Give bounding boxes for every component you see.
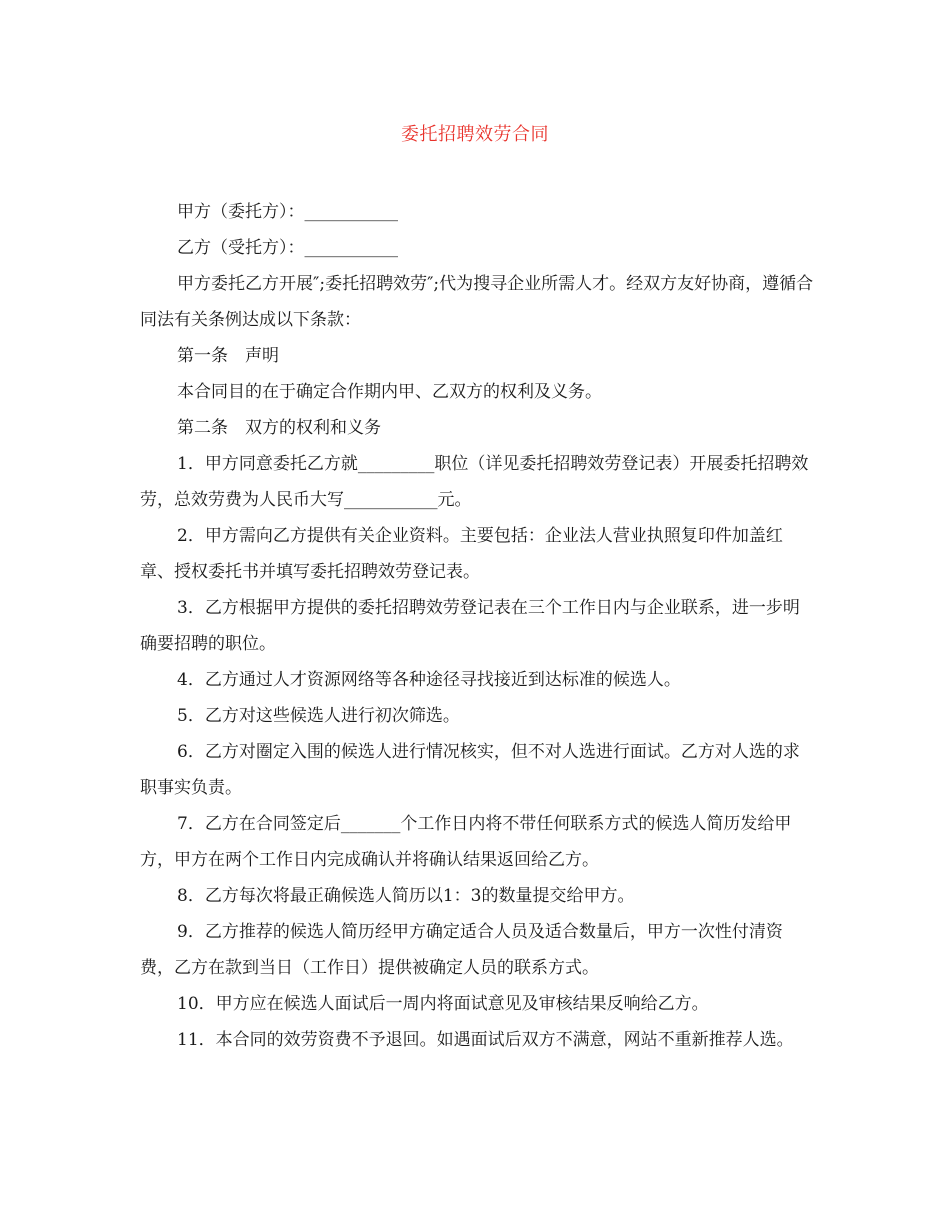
- party-b-line: 乙方（受托方）：___________: [177, 238, 398, 258]
- article-1-heading: 第一条 声明: [177, 346, 279, 366]
- clause-5: 5．乙方对这些候选人进行初次筛选。: [177, 706, 460, 726]
- clause-1: 1．甲方同意委托乙方就_________职位（详见委托招聘效劳登记表）开展委托招聘效劳，总效劳费为人民币大写___________元。: [140, 454, 809, 510]
- article-2-heading: 第二条 双方的权利和义务: [177, 418, 381, 438]
- intro-paragraph: 甲方委托乙方开展″;委托招聘效劳″;代为搜寻企业所需人才。经双方友好协商，遵循合同法有关条例达成以下条款：: [140, 274, 814, 330]
- clause-7: 7．乙方在合同签定后_______个工作日内将不带任何联系方式的候选人简历发给甲方，甲方在两个工作日内完成确认并将确认结果返回给乙方。: [140, 814, 792, 870]
- clause-8: 8．乙方每次将最正确候选人简历以1：3的数量提交给甲方。: [177, 886, 635, 906]
- clause-4: 4．乙方通过人才资源网络等各种途径寻找接近到达标准的候选人。: [177, 670, 681, 690]
- document-body: [140, 194, 816, 1058]
- clause-2: 2．甲方需向乙方提供有关企业资料。主要包括：企业法人营业执照复印件加盖红章、授权委托书并填写委托招聘效劳登记表。: [140, 526, 783, 582]
- document-title: 委托招聘效劳合同: [401, 124, 549, 145]
- clause-9: 9．乙方推荐的候选人简历经甲方确定适合人员及适合数量后，甲方一次性付清资费，乙方在款到当日（工作日）提供被确定人员的联系方式。: [140, 922, 783, 978]
- clause-3: 3．乙方根据甲方提供的委托招聘效劳登记表在三个工作日内与企业联系，进一步明确要招聘的职位。: [140, 598, 800, 654]
- article-1-text: 本合同目的在于确定合作期内甲、乙双方的权利及义务。: [177, 382, 602, 402]
- clause-11: 11．本合同的效劳资费不予退回。如遇面试后双方不满意，网站不重新推荐人选。: [177, 1030, 794, 1050]
- clause-6: 6．乙方对圈定入围的候选人进行情况核实，但不对人选进行面试。乙方对人选的求职事实负责。: [140, 742, 800, 798]
- clause-10: 10．甲方应在候选人面试后一周内将面试意见及审核结果反响给乙方。: [177, 994, 709, 1014]
- party-a-line: 甲方（委托方）：___________: [177, 202, 398, 222]
